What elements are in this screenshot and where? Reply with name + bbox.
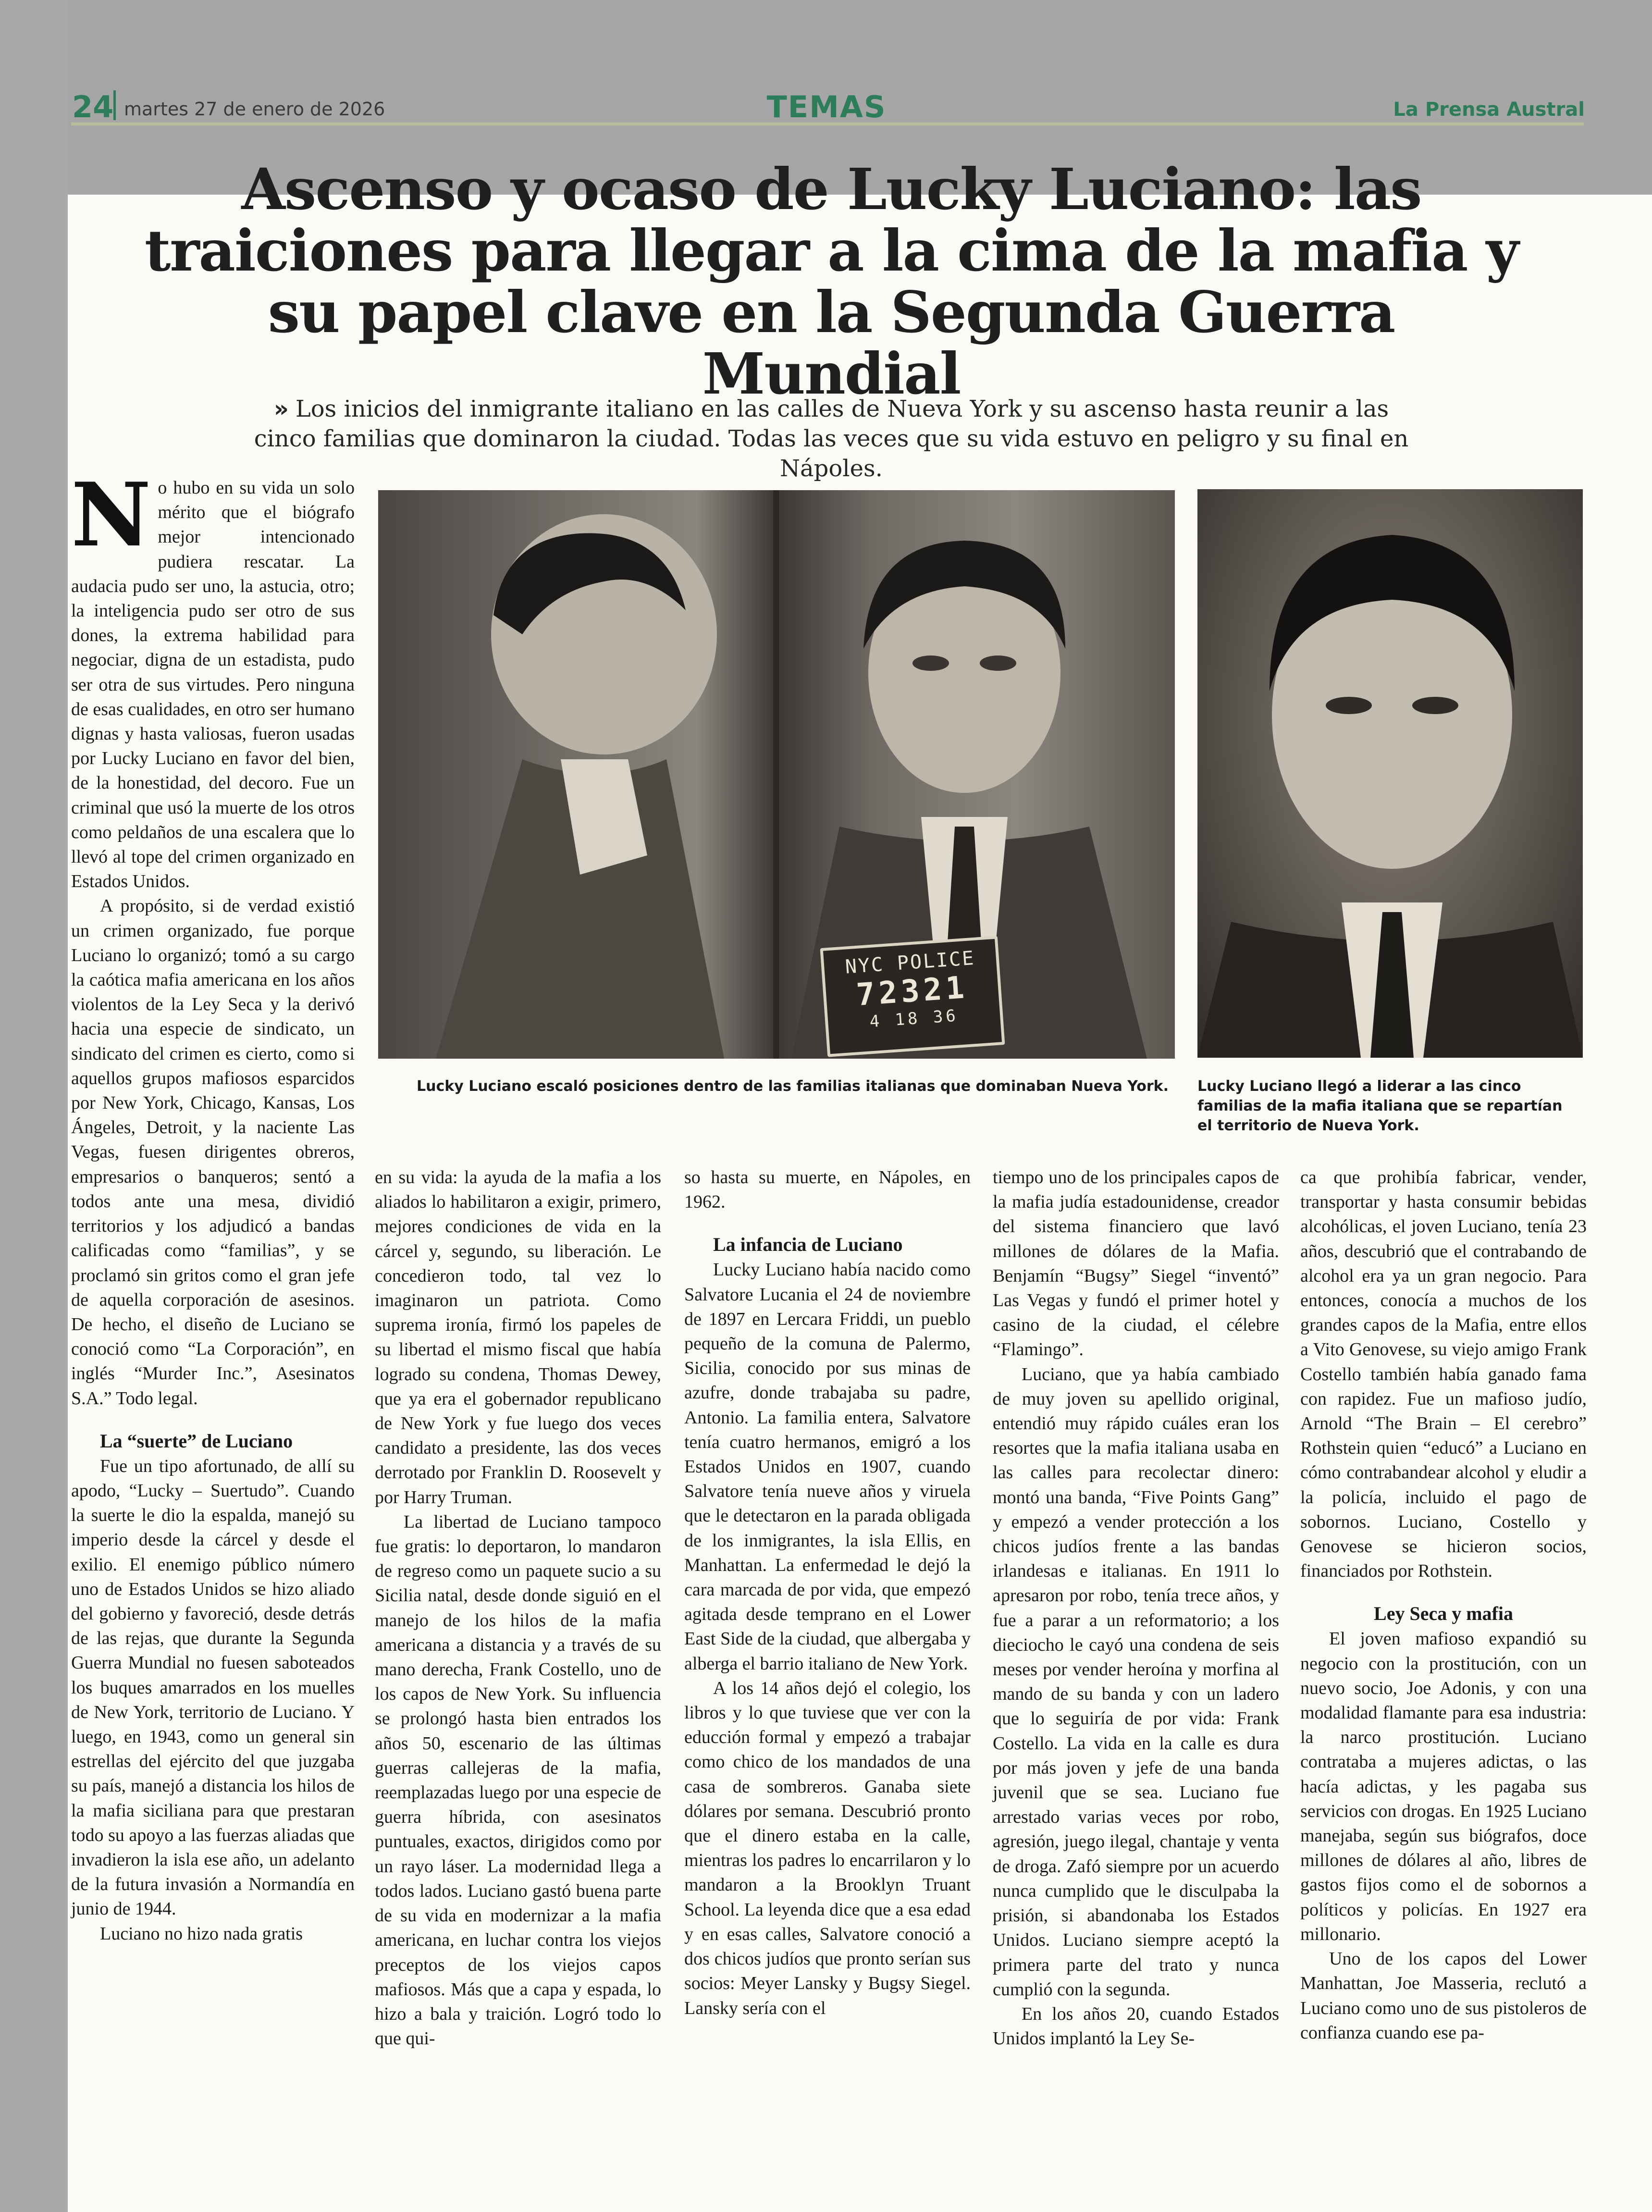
article-column-4 [993, 1165, 1279, 2051]
article-paragraph: so hasta su muerte, en Nápoles, en 1962. [684, 1167, 971, 1212]
article-paragraph: Luciano no hizo nada gratis [100, 1923, 303, 1944]
article-lead [250, 394, 1413, 483]
section-name: TEMAS [766, 89, 887, 124]
plate-date: 4 18 36 [869, 1006, 960, 1032]
mugshot-photo [378, 490, 1175, 1059]
article-column-2 [375, 1165, 661, 2051]
police-id-plate [820, 936, 1005, 1057]
article-paragraph: Luciano, que ya había cambiado de muy joven su apellido original, entendió muy rápido cuáles eran los resortes que la mafia italiana usaba en las calles para recolectar dinero: montó una banda, “Five Points Gang” y empezó a vender protección a los chicos judíos frente a las bandas irlandesas e italianas. En 1911 lo apresaron por robo, tenía trece años, y fue a parar a un reformatorio; a los dieciocho le cayó una condena de seis meses por vender heroína y morfina al mando de su banda y con un ladero que lo seguiría de por vida: Frank Costello. La vida en la calle es dura por más joven y jefe de una banda juvenil que se sea. Luciano fue arrestado varias veces por robo, agresión, juego ilegal, chantaje y venta de droga. Zafó siempre por un acuerdo nunca cumplido que le disculpaba la prisión, si abandonaba los Estados Unidos. Luciano siempre aceptó la primera parte del trato y nunca cumplió con la segunda. [993, 1364, 1279, 2000]
portrait-left-eye [1326, 697, 1372, 714]
article-paragraph [71, 463, 355, 894]
photo-caption-portrait: Lucky Luciano llegó a liderar a las cinco familias de la mafia italiana que se repartían el territorio de Nueva York. [1197, 1078, 1563, 1134]
front-right-eye [980, 655, 1016, 671]
portrait-illustration [1197, 489, 1583, 1058]
article-paragraph: En los años 20, cuando Estados Unidos implantó la Ley Se- [993, 2003, 1279, 2049]
page-date: martes 27 de enero de 2026 [124, 99, 385, 120]
article-column-5 [1300, 1165, 1587, 2045]
article-paragraph: Uno de los capos del Lower Manhattan, Joe Masseria, reclutó a Luciano como uno de sus pistoleros de confianza cuando ese pa- [1300, 1949, 1587, 2043]
section-subhead: Ley Seca y mafia [1374, 1603, 1513, 1625]
article-paragraph: A propósito, si de verdad existió un crimen organizado, fue porque Luciano lo organizó; tomó a su cargo la caótica mafia americana en los años violentos de la Ley Seca y la derivó hacia una especie de sindicato, un sindicato del crimen es cierto, como si aquellos grupos mafiosos esparcidos por New York, Chicago, Kansas, Los Ángeles, Detroit, y la naciente Las Vegas, fuesen dirigentes obreros, empresarios o banqueros; sentó a todos ante una mesa, dividió territorios y los adjudicó a bandas calificadas como “familias”, y se proclamó sin gritos como el gran jefe de aquella corporación de asesinos. De hecho, el diseño de Luciano se conoció como “La Corporación”, en inglés “Murder Inc.”, Asesinatos S.A.” Todo legal. [71, 896, 355, 1409]
newspaper-name: La Prensa Austral [1393, 99, 1585, 121]
portrait-photo [1197, 489, 1583, 1058]
drop-cap: N [71, 463, 151, 566]
photo-seam [773, 490, 779, 1059]
article-paragraph: ca que prohibía fabricar, vender, transportar y hasta consumir bebidas alcohólicas, el joven Luciano, tenía 23 años, descubrió que el contrabando de alcohol era ya un gran negocio. Para entonces, conocía a muchos de los grandes capos de la Mafia, entre ellos a Vito Genovese, su viejo amigo Frank Costello también había ganado fama con rapidez. Fue un mafioso judío, Arnold “The Brain – El cerebro” Rothstein quien “educó” a Luciano en cómo contrabandear alcohol y eludir a la policía, incluido el pago de sobornos. Luciano, Costello y Genovese se hicieron socios, financiados por Rothstein. [1300, 1167, 1587, 1582]
article-paragraph: Fue un tipo afortunado, de allí su apodo, “Lucky – Suertudo”. Cuando la suerte le dio la espalda, manejó su imperio desde la cárcel y desde el exilio. El enemigo público número uno de Estados Unidos se hizo aliado del gobierno y favoreció, desde detrás de las rejas, que durante la Segunda Guerra Mundial no fuesen saboteados los buques amarrados en los muelles de New York, territorio de Luciano. Y luego, en 1943, como un general sin estrellas del ejército del que juzgaba su país, manejó a distancia los hilos de la mafia siciliana para que prestaran todo su apoyo a las fuerzas aliadas que invadieron la isla ese año, un adelanto de la futura invasión a Normandía en junio de 1944. [71, 1456, 355, 1919]
plate-label: NYC POLICE [844, 947, 976, 978]
article-paragraph: tiempo uno de los principales capos de la mafia judía estadounidense, creador del sistema financiero que lavó millones de dólares de la Mafia. Benjamín “Bugsy” Siegel “inventó” Las Vegas y fundó el primer hotel y casino de la ciudad, el célebre “Flamingo”. [993, 1167, 1279, 1360]
paragraph-text: o hubo en su vida un solo mérito que el biógrafo mejor intencionado pudiera rescatar. La audacia pudo ser uno, la astucia, otro; la inteligencia pudo ser otro de sus dones, la extrema habilidad para negociar, digna de un estadista, pudo ser otra de sus virtudes. Pero ninguna de esas cualidades, en otro ser humano dignas y hasta valiosas, fueron usadas por Lucky Luciano en favor del bien, de la honestidad, del decoro. Fue un criminal que usó la muerte de los otros como peldaños de una escalera que lo llevó al tope del crimen organizado en Estados Unidos. [71, 478, 355, 892]
portrait-right-eye [1412, 697, 1458, 714]
article-paragraph: en su vida: la ayuda de la mafia a los aliados lo habilitaron a exigir, primero, mejores condiciones de vida en la cárcel y, segundo, su liberación. Le concedieron todo, tal vez lo imaginaron un patriota. Como suprema ironía, firmó los papeles de su libertad el mismo fiscal que había logrado su condena, Thomas Dewey, que ya era el gobernador republicano de New York y fue luego dos veces candidato a presidente, las dos veces derrotado por Franklin D. Roosevelt y por Harry Truman. [375, 1167, 661, 1508]
article-paragraph: A los 14 años dejó el colegio, los libros y lo que tuviese que ver con la educción formal y empezó a trabajar como chico de los mandados de una casa de sombreros. Ganaba siete dólares por semana. Descubrió pronto que el dinero estaba en la calle, mientras los padres lo encarrilaron y lo mandaron a la Brooklyn Truant School. La leyenda dice que a esa edad y en esas calles, Salvatore conoció a dos chicos judíos que pronto serían sus socios: Meyer Lansky y Bugsy Siegel. Lansky sería con el [684, 1678, 971, 2018]
mugshot-illustration [378, 490, 1175, 1059]
page-number-divider [113, 90, 116, 120]
page-number: 24 [72, 89, 114, 124]
article-paragraph: La libertad de Luciano tampoco fue gratis: lo deportaron, lo mandaron de regreso como un paquete sucio a su Sicilia natal, desde donde siguió en el manejo de los hilos de la mafia americana a distancia y a través de su mano derecha, Frank Costello, uno de los capos de New York. Su influencia se prolongó hasta bien entrados los años 50, escenario de las últimas guerras callejeras de la mafia, reemplazadas luego por una especie de guerra híbrida, con asesinatos puntuales, exactos, dirigidos como por un rayo láser. La modernidad llega a todos lados. Luciano gastó buena parte de su vida en modernizar a la mafia americana, en luchar contra los viejos preceptos de los viejos capos mafiosos. Más que a capa y espada, lo hizo a bala y traición. Logró todo lo que qui- [375, 1511, 661, 2049]
article-paragraph: El joven mafioso expandió su negocio con la prostitución, con un nuevo socio, Joe Adonis, y con una modalidad flamante para esa industria: la narco prostitución. Luciano contrataba a mujeres adictas, o las hacía adictas, y les pagaba sus servicios con drogas. En 1925 Luciano manejaba, según sus biógrafos, doce millones de dólares al año, libres de gastos fijos como el de sobornos a políticos y policías. En 1927 era millonario. [1300, 1629, 1587, 1944]
plate-number: 72321 [855, 970, 969, 1013]
chevron-icon: » [273, 395, 289, 422]
photo-caption-mugshot: Lucky Luciano escaló posiciones dentro de las familias italianas que dominaban Nueva York. [417, 1078, 1169, 1095]
article-column-3 [684, 1165, 971, 2021]
front-left-eye [912, 655, 949, 671]
article-column-1 [71, 463, 355, 1946]
section-subhead: La “suerte” de Luciano [100, 1430, 293, 1452]
lead-text: Los inicios del inmigrante italiano en las calles de Nueva York y su ascenso hasta reunir a las cinco familias que dominaron la ciudad. Todas las veces que su vida estuvo en peligro y su final en Nápoles. [254, 395, 1409, 482]
article-paragraph: Lucky Luciano había nacido como Salvatore Lucania el 24 de noviembre de 1897 en Lercara Friddi, un pueblo pequeño de la comuna de Palermo, Sicilia, conocido por sus minas de azufre, donde trabajaba su padre, Antonio. La familia entera, Salvatore tenía cuatro hermanos, emigró a los Estados Unidos en 1907, cuando Salvatore tenía nueve años y viruela que le detectaron en la parada obligada de los inmigrantes, la isla Ellis, en Manhattan. La enfermedad le dejó la cara marcada de por vida, que empezó agitada desde temprano en el Lower East Side de la ciudad, que albergaba y alberga el barrio italiano de New York. [684, 1260, 971, 1674]
section-subhead: La infancia de Luciano [713, 1234, 903, 1256]
article-headline: Ascenso y ocaso de Lucky Luciano: las traiciones para llegar a la cima de la mafia y su papel clave en la Segunda Guerra Mundial [144, 156, 1518, 407]
